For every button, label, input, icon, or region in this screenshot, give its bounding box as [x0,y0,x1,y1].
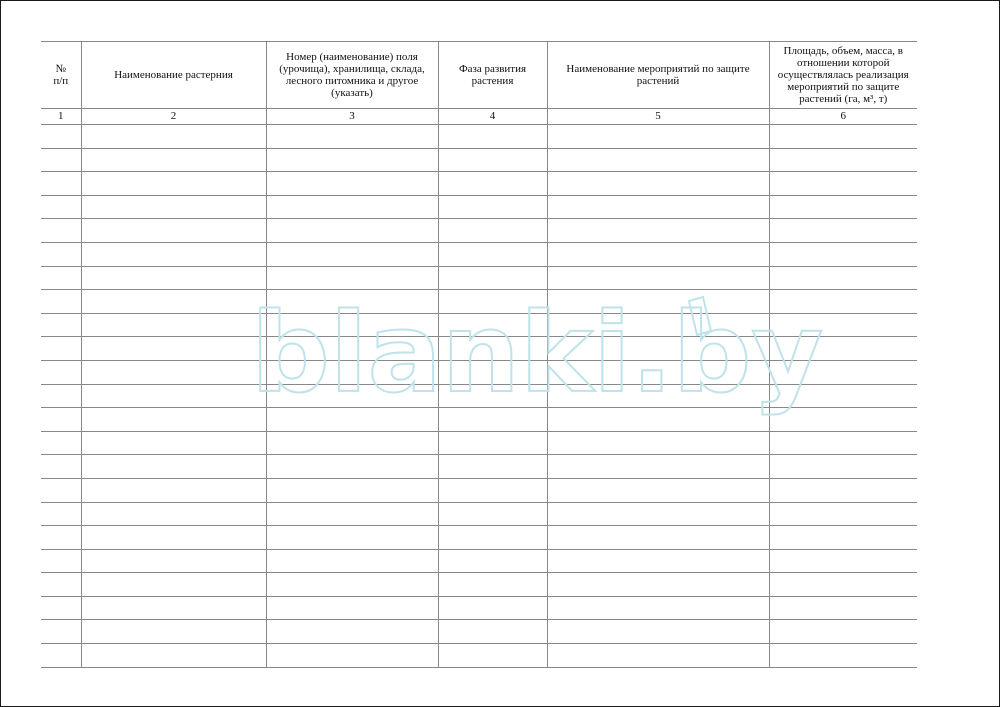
table-cell[interactable] [81,573,266,597]
table-cell[interactable] [81,596,266,620]
table-cell[interactable] [266,573,438,597]
table-cell[interactable] [769,337,917,361]
table-cell[interactable] [769,620,917,644]
table-row [41,502,917,526]
plant-protection-journal-table [41,41,917,668]
table-cell[interactable] [266,384,438,408]
table-row [41,526,917,550]
table-cell[interactable] [438,478,547,502]
table-cell[interactable] [547,596,769,620]
table-cell[interactable] [547,125,769,149]
table-cell[interactable] [438,526,547,550]
header-col-3-label: Номер (наименование) поля (урочища), хранилища, склада, лесного питомника и другое (указать) [279,51,425,99]
table-cell[interactable] [81,360,266,384]
table-row [41,644,917,668]
table-cell[interactable] [41,290,81,314]
table-cell[interactable] [41,313,81,337]
column-number-row [41,109,917,125]
table-cell[interactable] [41,620,81,644]
table-cell[interactable] [81,172,266,196]
table-cell[interactable] [769,573,917,597]
table-row [41,290,917,314]
table-cell[interactable] [547,242,769,266]
table-cell[interactable] [769,125,917,149]
table-cell[interactable] [547,195,769,219]
header-col-3 [266,42,438,109]
table-cell[interactable] [81,620,266,644]
table-row [41,242,917,266]
table-cell[interactable] [438,266,547,290]
table-cell[interactable] [81,266,266,290]
table-cell[interactable] [769,431,917,455]
table-cell[interactable] [769,242,917,266]
table-row [41,148,917,172]
table-row [41,408,917,432]
table-cell[interactable] [547,148,769,172]
table-cell[interactable] [266,242,438,266]
table-cell[interactable] [547,219,769,243]
table-cell[interactable] [769,290,917,314]
table-cell[interactable] [769,408,917,432]
table-cell[interactable] [438,360,547,384]
table-cell[interactable] [41,242,81,266]
table-cell[interactable] [266,219,438,243]
table-cell[interactable] [41,455,81,479]
table-cell[interactable] [438,431,547,455]
table-cell[interactable] [266,478,438,502]
table-cell[interactable] [769,502,917,526]
table-row [41,431,917,455]
table-header-row [41,42,917,109]
table-cell[interactable] [41,384,81,408]
table-cell[interactable] [266,337,438,361]
table-cell[interactable] [769,148,917,172]
table-cell[interactable] [81,549,266,573]
table-cell[interactable] [769,549,917,573]
table-cell[interactable] [266,549,438,573]
column-number: 4 [438,109,547,125]
column-number: 6 [769,109,917,125]
table-cell[interactable] [438,219,547,243]
table-row [41,172,917,196]
table-cell[interactable] [41,431,81,455]
table-cell[interactable] [81,502,266,526]
table-cell[interactable] [438,502,547,526]
table-cell[interactable] [547,337,769,361]
table-cell[interactable] [438,644,547,668]
table-cell[interactable] [438,455,547,479]
table-cell[interactable] [266,125,438,149]
table-cell[interactable] [438,172,547,196]
table-cell[interactable] [266,526,438,550]
table-cell[interactable] [81,526,266,550]
table-cell[interactable] [438,290,547,314]
table-cell[interactable] [266,431,438,455]
watermark-text: blanki.by [251,289,824,417]
table-cell[interactable] [41,502,81,526]
table-cell[interactable] [81,219,266,243]
table-cell[interactable] [438,242,547,266]
table-cell[interactable] [547,455,769,479]
table-cell[interactable] [266,360,438,384]
table-cell[interactable] [81,290,266,314]
header-col-2 [81,42,266,109]
table-cell[interactable] [41,219,81,243]
table-row [41,195,917,219]
table-row [41,219,917,243]
table-cell[interactable] [41,596,81,620]
table-cell[interactable] [769,360,917,384]
table-cell[interactable] [81,408,266,432]
table-row [41,384,917,408]
table-cell[interactable] [266,195,438,219]
table-row [41,360,917,384]
table-cell[interactable] [81,644,266,668]
table-row [41,313,917,337]
table-cell[interactable] [769,195,917,219]
table-cell[interactable] [769,384,917,408]
table-cell[interactable] [266,313,438,337]
table-row [41,266,917,290]
column-number: 3 [266,109,438,125]
table-cell[interactable] [438,408,547,432]
table-cell[interactable] [266,148,438,172]
table-cell[interactable] [769,313,917,337]
table-cell[interactable] [266,172,438,196]
table-cell[interactable] [769,644,917,668]
column-number: 1 [41,109,81,125]
table-cell[interactable] [547,502,769,526]
table-cell[interactable] [41,360,81,384]
column-number: 2 [81,109,266,125]
table-cell[interactable] [438,596,547,620]
table-cell[interactable] [81,431,266,455]
header-col-4-label: Фаза развития растения [458,63,527,87]
header-col-2-label: Наименование растерния [114,69,233,81]
table-row [41,125,917,149]
column-number: 5 [547,109,769,125]
table-row [41,620,917,644]
table-cell[interactable] [547,526,769,550]
table-cell[interactable] [266,266,438,290]
table-cell[interactable] [81,384,266,408]
table-cell[interactable] [547,573,769,597]
table-cell[interactable] [438,148,547,172]
table-cell[interactable] [41,172,81,196]
table-cell[interactable] [438,337,547,361]
table-cell[interactable] [41,337,81,361]
table-cell[interactable] [769,478,917,502]
table-cell[interactable] [438,125,547,149]
table-cell[interactable] [438,620,547,644]
header-col-5-label: Наименование мероприятий по защите растений [566,63,750,87]
table-cell[interactable] [547,266,769,290]
table-cell[interactable] [266,290,438,314]
table-cell[interactable] [41,549,81,573]
header-col-5 [547,42,769,109]
header-col-1 [41,42,81,109]
table-cell[interactable] [438,549,547,573]
table-cell[interactable] [547,431,769,455]
table-cell[interactable] [769,266,917,290]
header-col-6-label: Площадь, объем, масса, в отношении которой осуществлялась реализация мероприятий по защите растений (га, м³, т) [777,45,909,105]
table-cell[interactable] [547,644,769,668]
table-cell[interactable] [266,620,438,644]
table-cell[interactable] [266,455,438,479]
table-cell[interactable] [41,408,81,432]
table-row [41,478,917,502]
table-cell[interactable] [547,549,769,573]
table-row [41,337,917,361]
table-cell[interactable] [41,195,81,219]
table-cell[interactable] [41,266,81,290]
table-cell[interactable] [438,384,547,408]
table-cell[interactable] [769,526,917,550]
table-row [41,549,917,573]
table-cell[interactable] [438,313,547,337]
table-cell[interactable] [81,478,266,502]
table-row [41,596,917,620]
table-cell[interactable] [81,242,266,266]
header-col-4 [438,42,547,109]
table-cell[interactable] [266,502,438,526]
table-cell[interactable] [266,596,438,620]
table-cell[interactable] [769,596,917,620]
table-cell[interactable] [547,290,769,314]
table-row [41,573,917,597]
table-cell[interactable] [41,478,81,502]
table-cell[interactable] [81,195,266,219]
table-cell[interactable] [41,573,81,597]
table-cell[interactable] [547,620,769,644]
table-cell[interactable] [266,408,438,432]
table-cell[interactable] [547,478,769,502]
table-cell[interactable] [81,455,266,479]
table-cell[interactable] [41,644,81,668]
table-cell[interactable] [266,644,438,668]
table-cell[interactable] [547,384,769,408]
table-row [41,455,917,479]
table-cell[interactable] [41,148,81,172]
table-body [41,125,917,668]
table-cell[interactable] [547,172,769,196]
table-cell[interactable] [547,360,769,384]
table-cell[interactable] [81,337,266,361]
header-col-6 [769,42,917,109]
table-cell[interactable] [81,125,266,149]
table-cell[interactable] [41,125,81,149]
header-col-1-label: № п/п [53,63,69,87]
table-cell[interactable] [769,219,917,243]
table-cell[interactable] [438,195,547,219]
table-cell[interactable] [769,172,917,196]
table-cell[interactable] [438,573,547,597]
table-cell[interactable] [547,313,769,337]
table-cell[interactable] [41,526,81,550]
table-cell[interactable] [547,408,769,432]
table-cell[interactable] [81,313,266,337]
table-cell[interactable] [769,455,917,479]
table-cell[interactable] [81,148,266,172]
